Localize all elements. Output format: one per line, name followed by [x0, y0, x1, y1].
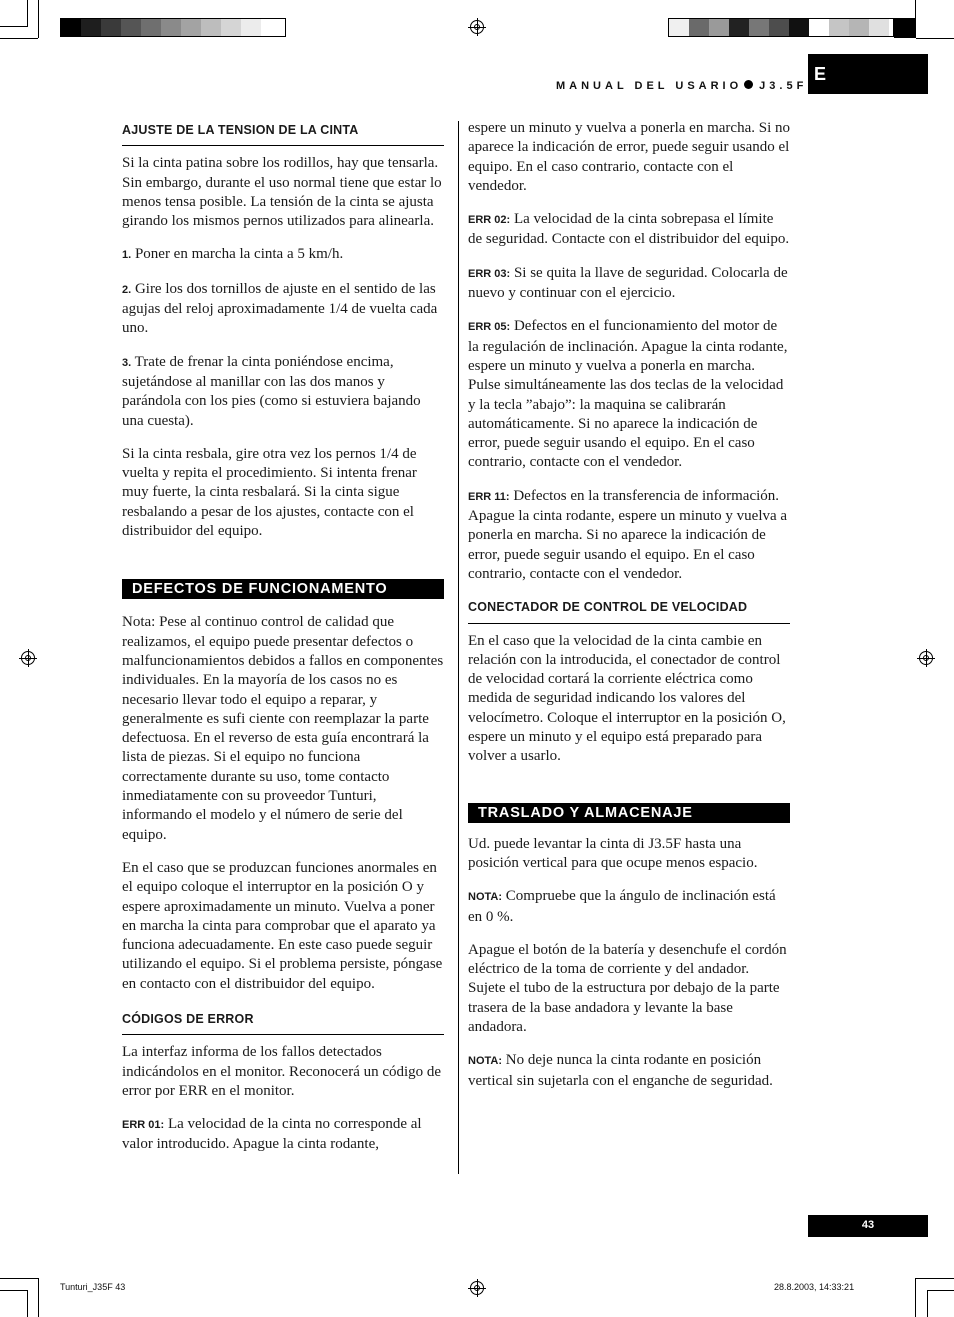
crop-mark — [915, 1278, 916, 1317]
section-title: AJUSTE DE LA TENSION DE LA CINTA — [122, 121, 444, 146]
error-text: Defectos en el funcionamiento del motor de la regulación de inclinación. Apague la cinta rodante, espere un minuto y vuelva a ponerla en marcha. Pulse simultáneamente las dos teclas de la velocidad y la tecla ”abajo”: la maquina se calibrarán automáticamente. Si no aparece la indicación de error, puede seguir usando el equipo. En el caso contrario, contacte con el vendedor. — [468, 318, 788, 471]
step-number: 1. — [122, 249, 132, 262]
step-text: Poner en marcha la cinta a 5 km/h. — [131, 246, 344, 263]
section-title: CÓDIGOS DE ERROR — [122, 1010, 444, 1035]
footer-timestamp: 28.8.2003, 14:33:21 — [774, 1282, 855, 1292]
paragraph: Nota: Pese al continuo control de calidad que realizamos, el equipo puede presentar defectos o malfuncionamientos debidos a fallos en componentes individuales. En la mayoría de los casos no es necesario llevar todo el equipo a reparar, y generalmente es sufi ciente con reemplazar la parte defectuosa. En el reverso de esta guía encontrará la lista de piezas. Si el equipo no funciona correctamente durante su uso, tome contacto inmediatamente con su proveedor Tunturi, informando el modelo y el número de serie del equipo. — [122, 614, 444, 843]
step-item — [122, 245, 444, 265]
crop-mark — [38, 0, 39, 38]
paragraph: Apague el botón de la batería y desenchufe el cordón eléctrico de la toma de corriente y del andador. Sujete el tubo de la estructura por debajo de la parte trasera de la base andadora y levante la base andadora. — [468, 941, 787, 1035]
error-item — [468, 487, 790, 584]
error-item — [468, 264, 790, 304]
registration-mark-icon — [919, 651, 933, 665]
crop-mark — [0, 26, 27, 27]
crop-mark — [27, 0, 28, 27]
paragraph: La interfaz informa de los fallos detectados indicándolos en el monitor. Reconocerá un código de error por ERR en el monitor. — [122, 1044, 442, 1099]
error-text: La velocidad de la cinta sobrepasa el límite de seguridad. Contacte con el distribuidor del equipo. — [468, 211, 790, 248]
note-text: Compruebe que la ángulo de inclinación está en 0 %. — [468, 888, 776, 925]
error-item — [468, 210, 790, 250]
paragraph: En el caso que la velocidad de la cinta cambie en relación con la introducida, el conectador de control de velocidad cortará la corriente eléctrica como medida de seguridad indicando los valores del velocímetro. Coloque el interruptor en la posición O, espere un minuto y el equipo está preparado para volver a usarlo. — [468, 632, 786, 765]
crop-mark — [0, 1278, 38, 1279]
registration-mark-icon — [21, 651, 35, 665]
crop-mark — [927, 1290, 928, 1317]
page-number: 43 — [808, 1215, 928, 1237]
color-bar-right — [668, 18, 894, 37]
paragraph: Si la cinta patina sobre los rodillos, hay que tensarla. Sin embargo, durante el uso normal tiene que estar lo menos tensa posible. La tensión de la cinta se ajusta girando los mismos pernos utilizados para alinearla. — [122, 155, 442, 230]
color-bar-left — [60, 18, 286, 37]
note-item — [468, 887, 790, 927]
error-code: ERR 01: — [122, 1119, 165, 1132]
corner-block — [894, 18, 916, 38]
language-tab: E — [808, 54, 928, 94]
paragraph: espere un minuto y vuelva a ponerla en marcha. Si no aparece la indicación de error, puede seguir usando el equipo. En el caso contrario, contacte con el vendedor. — [468, 120, 790, 194]
crop-mark — [0, 38, 38, 39]
step-number: 3. — [122, 356, 132, 369]
step-item — [122, 280, 444, 339]
step-item — [122, 353, 444, 431]
right-column — [468, 119, 790, 1105]
error-code: ERR 05: — [468, 321, 511, 334]
crop-mark — [38, 1278, 39, 1317]
registration-mark-icon — [470, 1281, 484, 1295]
crop-mark — [916, 1278, 954, 1279]
left-column — [122, 121, 444, 1169]
error-text: La velocidad de la cinta no corresponde al valor introducido. Apague la cinta rodante, — [122, 1116, 422, 1153]
error-code: ERR 02: — [468, 214, 511, 227]
crop-mark — [27, 1290, 28, 1317]
model-name: J3.5F — [759, 80, 808, 92]
crop-mark — [927, 1290, 954, 1291]
step-text: Trate de frenar la cinta poniéndose encima, sujetándose al manillar con las dos manos y parándola con los pies (como si estuviera bajando una cuesta). — [122, 353, 421, 429]
section-heading: TRASLADO Y ALMACENAJE — [468, 803, 790, 823]
step-number: 2. — [122, 283, 132, 296]
step-text: Gire los dos tornillos de ajuste en el sentido de las agujas del reloj aproximadamente 1/4 de vuelta cada uno. — [122, 280, 438, 337]
registration-mark-icon — [470, 20, 484, 34]
error-item — [468, 317, 790, 472]
error-text: Si se quita la llave de seguridad. Colocarla de nuevo y continuar con el ejercicio. — [468, 264, 788, 302]
bullet-icon — [744, 80, 753, 89]
section-heading: DEFECTOS DE FUNCIONAMENTO — [122, 579, 444, 599]
paragraph: Ud. puede levantar la cinta di J3.5F hasta una posición vertical para que ocupe menos espacio. — [468, 835, 758, 871]
crop-mark — [916, 38, 954, 39]
note-item — [468, 1051, 790, 1091]
manual-title: MANUAL DEL USARIO — [556, 80, 743, 92]
section-title: CONECTADOR DE CONTROL DE VELOCIDAD — [468, 598, 790, 623]
paragraph: En el caso que se produzcan funciones anormales en el equipo coloque el interruptor en la posición O y espere aproximadamente un minuto. Vuelva a poner en marcha la cinta para comprobar que el aparato ya funciona adecuadamente. En este caso puede seguir utilizando el equipo. Si el problema persiste, póngase en contacto con el distribuidor del equipo. — [122, 859, 443, 992]
error-text: Defectos en la transferencia de información. Apague la cinta rodante, espere un minuto y vuelva a ponerla en marcha. Si no aparece la indicación de error, puede seguir usando el equipo. En el caso contrario, contacte con el vendedor. — [468, 487, 788, 582]
error-code: ERR 03: — [468, 267, 511, 280]
column-divider — [458, 121, 459, 1174]
footer-file: Tunturi_J35F 43 — [60, 1282, 126, 1292]
running-header — [556, 80, 807, 92]
paragraph: Si la cinta resbala, gire otra vez los pernos 1/4 de vuelta y repita el procedimiento. Si intenta frenar muy fuerte, la cinta resbalará. Si la cinta sigue resbalando a pesar de los ajustes, contacte con el distribuidor del equipo. — [122, 445, 417, 540]
error-code: ERR 11: — [468, 490, 510, 503]
note-label: NOTA: — [468, 1055, 503, 1068]
error-item — [122, 1115, 444, 1155]
note-text: No deje nunca la cinta rodante en posición vertical sin sujetarla con el enganche de seguridad. — [468, 1052, 773, 1089]
note-label: NOTA: — [468, 891, 503, 904]
crop-mark — [0, 1290, 27, 1291]
